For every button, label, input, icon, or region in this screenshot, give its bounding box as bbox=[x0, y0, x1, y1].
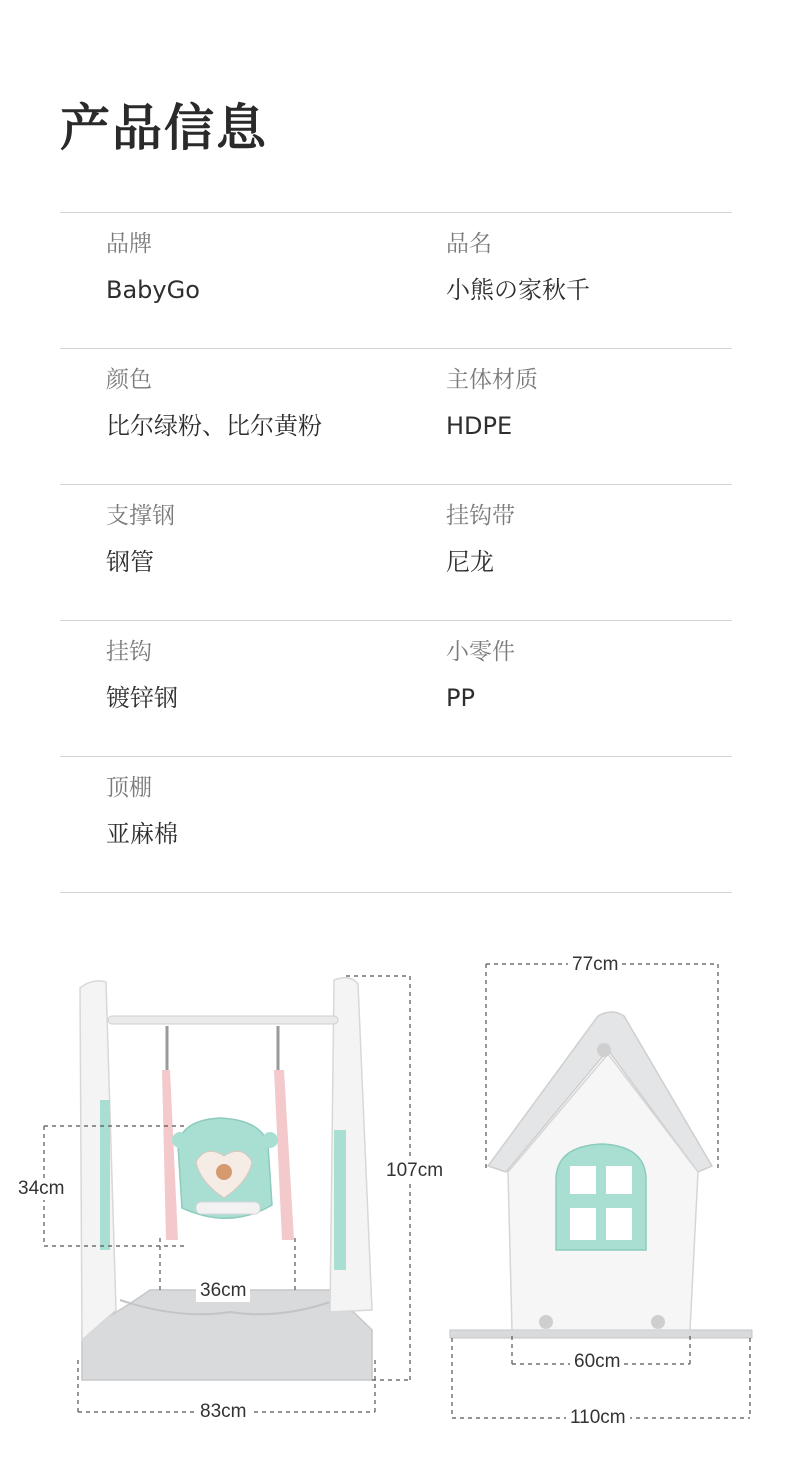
dimension-seat-height: 34cm bbox=[14, 1178, 68, 1200]
spec-label: 挂钩带 bbox=[446, 503, 515, 529]
bear-icon bbox=[216, 1164, 232, 1180]
page-title: 产品信息 bbox=[60, 99, 268, 157]
spec-row bbox=[60, 212, 732, 348]
window-pane bbox=[606, 1208, 632, 1240]
product-dimension-figure bbox=[0, 940, 790, 1470]
spec-label: 挂钩 bbox=[106, 639, 152, 665]
spec-label: 小零件 bbox=[446, 639, 515, 665]
spec-value: PP bbox=[446, 684, 475, 712]
dimension-seat-width: 36cm bbox=[196, 1280, 250, 1302]
house-base bbox=[450, 1330, 752, 1338]
right-strap bbox=[274, 1070, 294, 1240]
house-bolt bbox=[539, 1315, 553, 1329]
house-side-view bbox=[450, 964, 752, 1418]
spec-label: 顶棚 bbox=[106, 775, 152, 801]
spec-cell-product-name bbox=[446, 229, 590, 305]
spec-cell-small-parts bbox=[446, 637, 515, 713]
spec-row bbox=[60, 484, 732, 620]
spec-cell-brand bbox=[106, 229, 200, 305]
spec-cell-material bbox=[446, 365, 538, 441]
right-panel-window bbox=[334, 1130, 346, 1270]
spec-table bbox=[60, 212, 732, 893]
spec-value: 小熊の家秋千 bbox=[446, 276, 590, 304]
left-panel-window bbox=[100, 1100, 110, 1250]
product-illustration bbox=[0, 940, 790, 1470]
dimension-swing-height: 107cm bbox=[382, 1160, 447, 1182]
spec-cell-color bbox=[106, 365, 322, 441]
house-bolt bbox=[597, 1043, 611, 1057]
spec-value: 比尔绿粉、比尔黄粉 bbox=[106, 412, 322, 440]
spec-label: 品牌 bbox=[106, 231, 152, 257]
seat-bar bbox=[196, 1202, 260, 1214]
window-pane bbox=[570, 1208, 596, 1240]
seat-ear-right bbox=[262, 1132, 278, 1148]
left-strap bbox=[162, 1070, 178, 1240]
spec-row bbox=[60, 756, 732, 893]
spec-value: 尼龙 bbox=[446, 548, 494, 576]
spec-row bbox=[60, 620, 732, 756]
spec-label: 颜色 bbox=[106, 367, 152, 393]
spec-cell-canopy bbox=[106, 773, 178, 849]
window-pane bbox=[606, 1166, 632, 1194]
spec-cell-hook bbox=[106, 637, 178, 713]
dimension-house-top-width: 77cm bbox=[568, 954, 622, 976]
swing-front-view bbox=[44, 976, 410, 1412]
spec-value: 亚麻棉 bbox=[106, 820, 178, 848]
window-pane bbox=[570, 1166, 596, 1194]
dimension-house-inner-base: 60cm bbox=[570, 1351, 624, 1373]
dimension-base-width: 83cm bbox=[196, 1401, 250, 1423]
swing-top-bar bbox=[108, 1016, 338, 1024]
spec-value: 钢管 bbox=[106, 548, 154, 576]
house-window bbox=[556, 1144, 646, 1250]
dimension-house-total-base: 110cm bbox=[566, 1407, 630, 1429]
spec-label: 支撑钢 bbox=[106, 503, 175, 529]
spec-value: HDPE bbox=[446, 412, 513, 440]
house-bolt bbox=[651, 1315, 665, 1329]
spec-cell-support bbox=[106, 501, 175, 577]
spec-row bbox=[60, 348, 732, 484]
spec-label: 品名 bbox=[446, 231, 492, 257]
seat-ear-left bbox=[172, 1132, 188, 1148]
spec-cell-hook-strap bbox=[446, 501, 515, 577]
swing-left-panel bbox=[80, 981, 116, 1340]
spec-value: 镀锌钢 bbox=[106, 684, 178, 712]
spec-value: BabyGo bbox=[106, 276, 200, 304]
spec-label: 主体材质 bbox=[446, 367, 538, 393]
